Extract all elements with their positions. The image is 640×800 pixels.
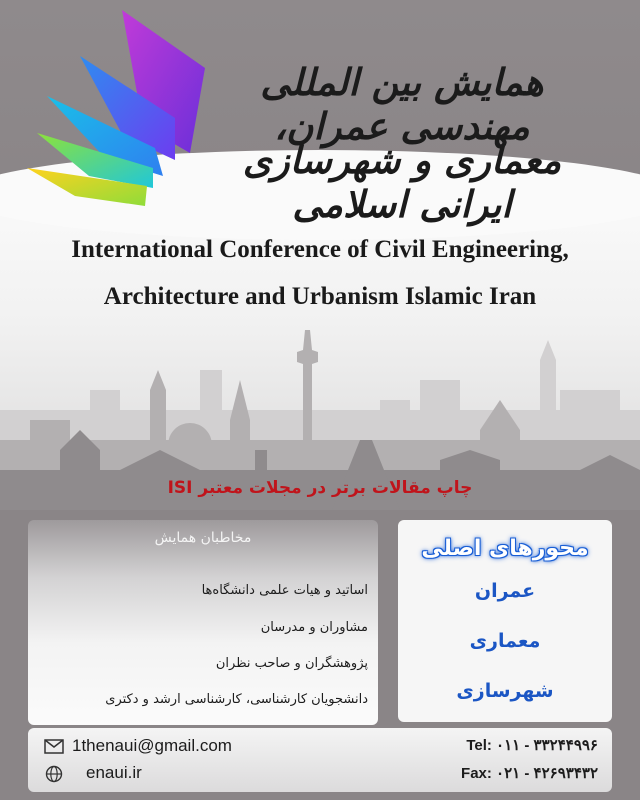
audience-item: مشاوران و مدرسان — [260, 620, 368, 635]
audience-heading: مخاطبان همایش — [154, 530, 252, 546]
fax-number: Fax: ۰۲۱ - ۴۲۶۹۳۴۳۲ — [461, 765, 598, 782]
globe-icon — [45, 765, 63, 783]
audience-item: دانشجویان کارشناسی، کارشناسی ارشد و دکتری — [105, 692, 368, 707]
axis-item-civil: عمران — [474, 580, 536, 602]
persian-title-line-2: معماری و شهرسازی ایرانی اسلامی — [242, 138, 562, 226]
audience-item: پژوهشگران و صاحب نظران — [215, 656, 368, 671]
main-axes-heading: محورهای اصلی — [421, 536, 589, 561]
english-title-line-2: Architecture and Urbanism Islamic Iran — [103, 283, 537, 310]
isi-publication-note: چاپ مقالات برتر در مجلات معتبر ISI — [167, 478, 473, 498]
website-link[interactable]: enaui.ir — [86, 763, 142, 782]
axis-item-architecture: معماری — [469, 630, 541, 652]
axis-item-urbanism: شهرسازی — [456, 680, 554, 702]
telephone-number: Tel: ۰۱۱ - ۳۳۲۴۴۹۹۶ — [466, 737, 598, 754]
audience-item: اساتید و هیات علمی دانشگاه‌ها — [201, 583, 368, 598]
persian-title-line-1: همایش بین المللی مهندسی عمران، — [260, 60, 544, 148]
english-title-line-1: International Conference of Civil Engineering, — [71, 236, 569, 263]
email-address[interactable]: 1thenaui@gmail.com — [72, 736, 232, 755]
envelope-icon — [44, 739, 64, 754]
